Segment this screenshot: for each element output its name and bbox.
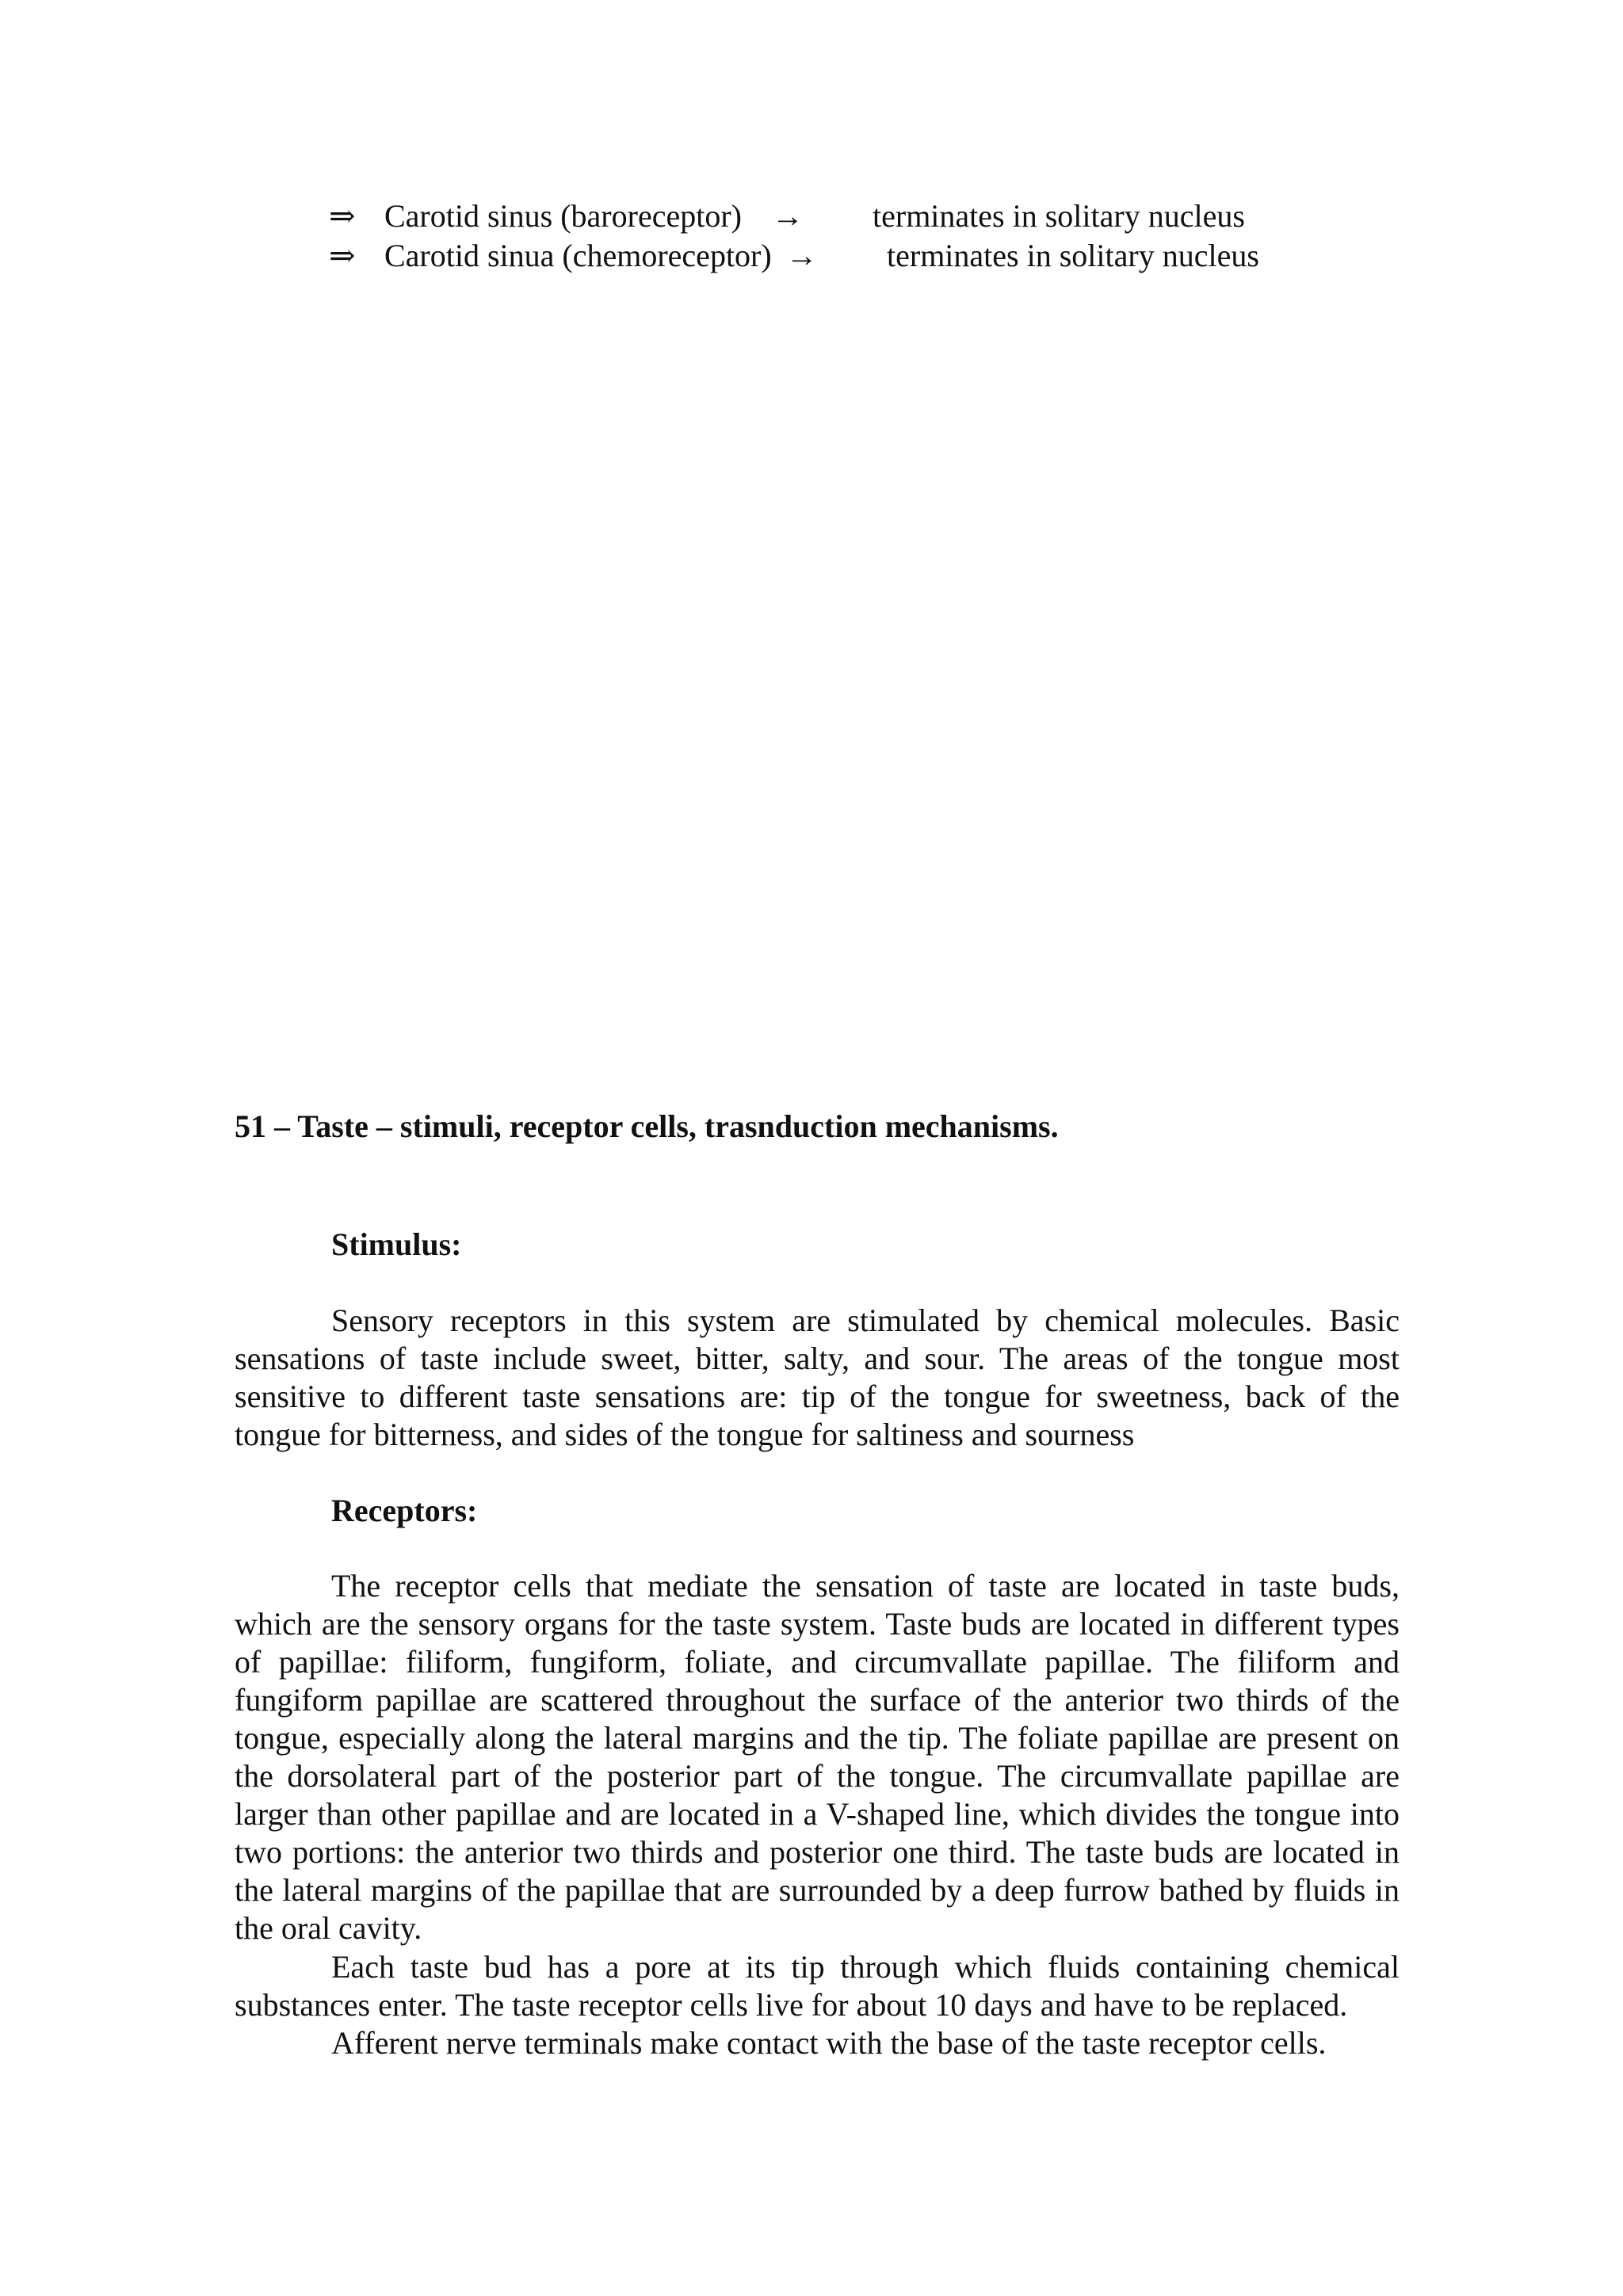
baroreceptor-line <box>329 197 1245 235</box>
stimulus-heading: Stimulus: <box>331 1226 462 1262</box>
receptors-heading: Receptors: <box>331 1493 478 1528</box>
implies-arrow-icon: ⇒ <box>329 198 356 234</box>
line-destination-text: terminates in solitary nucleus <box>887 238 1259 273</box>
receptors-paragraph-3: Afferent nerve terminals make contact with the base of the taste receptor cells. <box>331 2025 1327 2061</box>
section-title: 51 – Taste – stimuli, receptor cells, trasnduction mechanisms. <box>235 1108 1059 1144</box>
line-destination-text: terminates in solitary nucleus <box>873 198 1245 234</box>
stimulus-paragraph: Sensory receptors in this system are stimulated by chemical molecules. Basic sensations of taste include sweet, bitter, salty, and sour. The areas of the tongue most sensitive to different taste sensations are: tip of the tongue for sweetness, back of the tongue for bitterness, and sides of the tongue for saltiness and sourness <box>235 1302 1400 1452</box>
receptors-paragraph-2: Each taste bud has a pore at its tip through which fluids containing chemical substances enter. The taste receptor cells live for about 10 days and have to be replaced. <box>235 1949 1400 2023</box>
line-source-text: Carotid sinua (chemoreceptor) <box>384 238 772 273</box>
right-arrow-icon: → <box>785 238 818 273</box>
right-arrow-icon: → <box>771 198 804 234</box>
line-source-text: Carotid sinus (baroreceptor) <box>384 198 742 234</box>
implies-arrow-icon: ⇒ <box>329 238 356 273</box>
chemoreceptor-line <box>329 237 1259 275</box>
receptors-paragraph-1: The receptor cells that mediate the sensation of taste are located in taste buds, which are the sensory organs for the taste system. Taste buds are located in different types of papillae: filiform, fungiform, foliate, and circumvallate papillae. The filiform and fungiform papillae are scattered throughout the surface of the anterior two thirds of the tongue, especially along the lateral margins and the tip. The foliate papillae are present on the dorsolateral part of the posterior part of the tongue. The circumvallate papillae are larger than other papillae and are located in a V-shaped line, which divides the tongue into two portions: the anterior two thirds and posterior one third. The taste buds are located in the lateral margins of the papillae that are surrounded by a deep furrow bathed by fluids in the oral cavity. <box>235 1568 1400 1946</box>
